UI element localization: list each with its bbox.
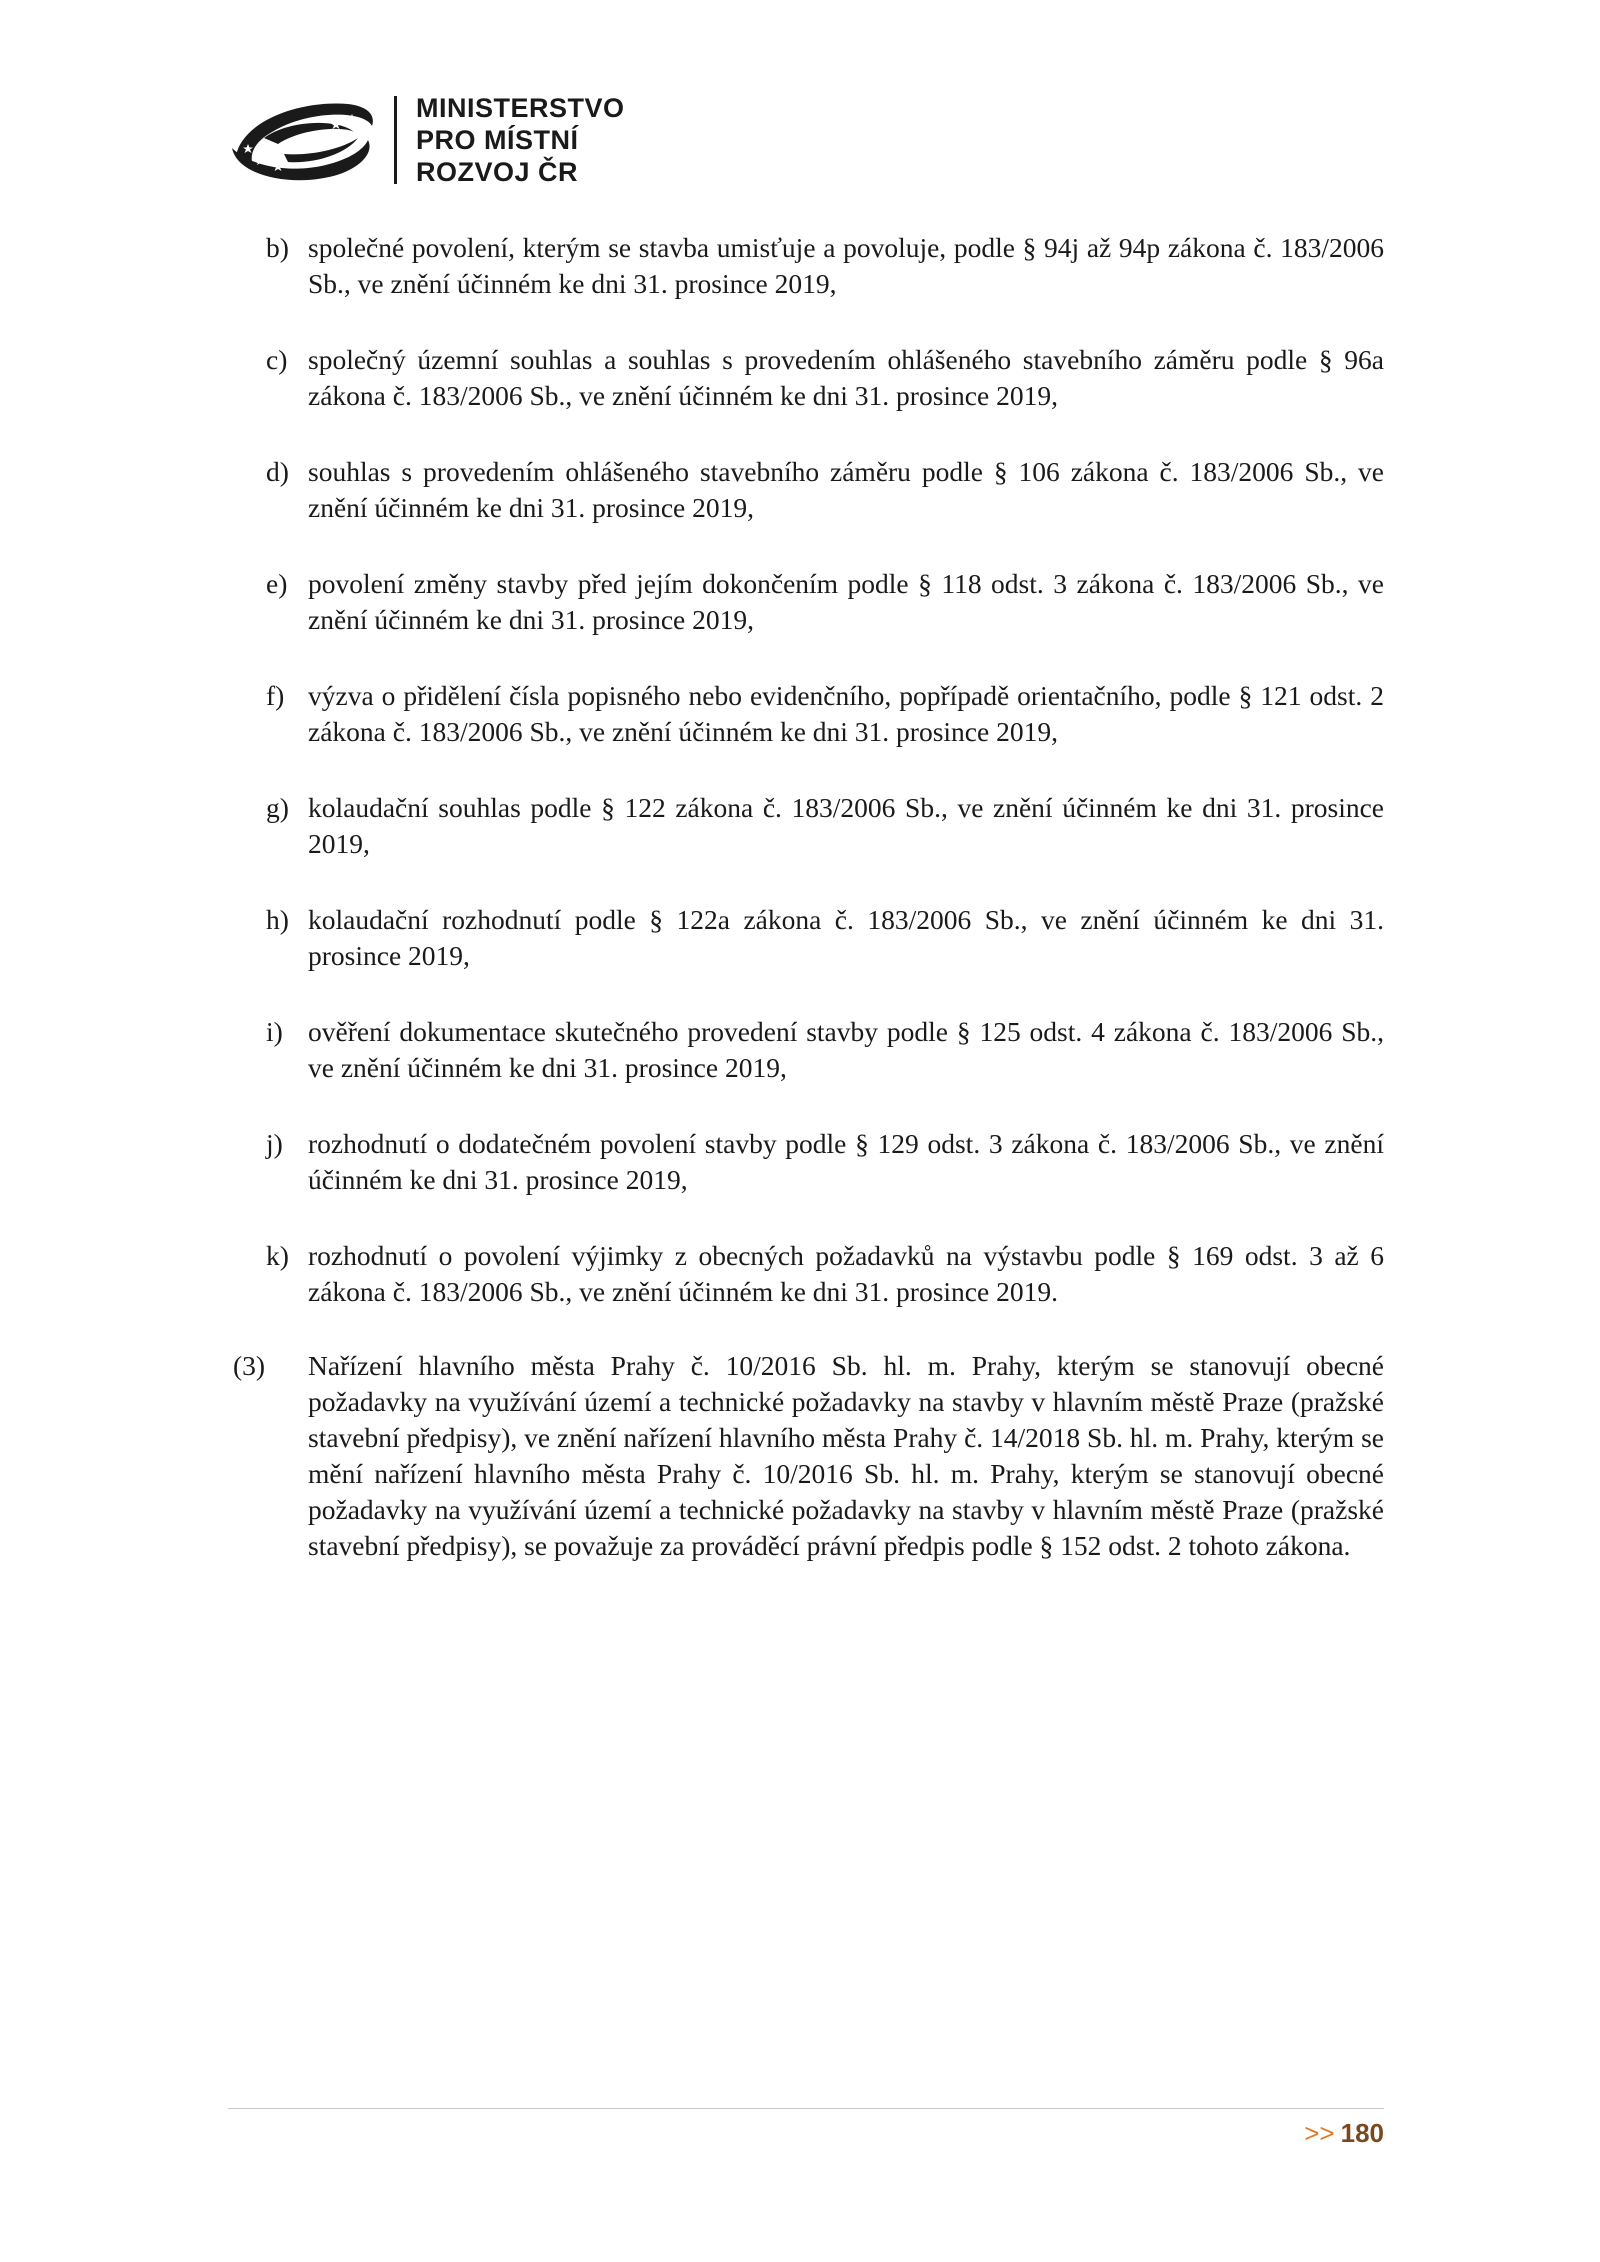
ministry-logo xyxy=(228,92,638,192)
ministry-name xyxy=(416,92,625,188)
list-item-text: povolení změny stavby před jejím dokončením podle § 118 odst. 3 zákona č. 183/2006 Sb., ve znění účinném ke dni 31. prosince 2019, xyxy=(308,568,1384,635)
list-item-marker: k) xyxy=(266,1240,289,1271)
list-item xyxy=(228,790,1384,862)
ministry-name-line: ROZVOJ ČR xyxy=(416,157,579,187)
list-item-marker: b) xyxy=(266,232,289,263)
list-item xyxy=(228,1014,1384,1086)
list-item-text: společné povolení, kterým se stavba umisťuje a povoluje, podle § 94j až 94p zákona č. 183/2006 Sb., ve znění účinném ke dni 31. prosince 2019, xyxy=(308,232,1384,299)
page-number-value: 180 xyxy=(1340,2118,1384,2148)
list-item xyxy=(228,1238,1384,1310)
list-item-marker: h) xyxy=(266,904,289,935)
paragraph-marker: (3) xyxy=(233,1350,266,1381)
list-item-text: kolaudační rozhodnutí podle § 122a zákona č. 183/2006 Sb., ve znění účinném ke dni 31. prosince 2019, xyxy=(308,904,1384,971)
list-item-text: společný územní souhlas a souhlas s provedením ohlášeného stavebního záměru podle § 96a zákona č. 183/2006 Sb., ve znění účinném ke dni 31. prosince 2019, xyxy=(308,344,1384,411)
list-item xyxy=(228,342,1384,414)
document-body xyxy=(228,230,1384,1564)
ministry-emblem-icon xyxy=(228,92,378,192)
list-item-text: rozhodnutí o dodatečném povolení stavby podle § 129 odst. 3 zákona č. 183/2006 Sb., ve znění účinném ke dni 31. prosince 2019, xyxy=(308,1128,1384,1195)
page-number xyxy=(1304,2118,1384,2149)
list-item-marker: i) xyxy=(266,1016,283,1047)
paragraph-text: Nařízení hlavního města Prahy č. 10/2016 Sb. hl. m. Prahy, kterým se stanovují obecné požadavky na využívání území a technické požadavky na stavby v hlavním městě Praze (pražské stavební předpisy), ve znění nařízení hlavního města Prahy č. 14/2018 Sb. hl. m. Prahy, kterým se mění nařízení hlavního města Prahy č. 10/2016 Sb. hl. m. Prahy, kterým se stanovují obecné požadavky na využívání území a technické požadavky na stavby v hlavním městě Praze (pražské stavební předpisy), se považuje za prováděcí právní předpis podle § 152 odst. 2 tohoto zákona. xyxy=(308,1350,1384,1561)
list-item xyxy=(228,1126,1384,1198)
list-item xyxy=(228,678,1384,750)
ministry-name-line: PRO MÍSTNÍ xyxy=(416,125,579,155)
paragraph-3 xyxy=(228,1348,1384,1564)
list-item-marker: j) xyxy=(266,1128,283,1159)
list-item-text: výzva o přidělení čísla popisného nebo evidenčního, popřípadě orientačního, podle § 121 odst. 2 zákona č. 183/2006 Sb., ve znění účinném ke dni 31. prosince 2019, xyxy=(308,680,1384,747)
list-item xyxy=(228,566,1384,638)
list-item-text: kolaudační souhlas podle § 122 zákona č. 183/2006 Sb., ve znění účinném ke dni 31. prosince 2019, xyxy=(308,792,1384,859)
list-item-marker: g) xyxy=(266,792,289,823)
list-item xyxy=(228,230,1384,302)
page-arrows-icon: >> xyxy=(1304,2118,1335,2148)
list-item-marker: d) xyxy=(266,456,289,487)
list-item-marker: f) xyxy=(266,680,285,711)
list-item-marker: c) xyxy=(266,344,288,375)
list-item xyxy=(228,454,1384,526)
list-item-text: rozhodnutí o povolení výjimky z obecných požadavků na výstavbu podle § 169 odst. 3 až 6 zákona č. 183/2006 Sb., ve znění účinném ke dni 31. prosince 2019. xyxy=(308,1240,1384,1307)
list-item-text: ověření dokumentace skutečného provedení stavby podle § 125 odst. 4 zákona č. 183/2006 Sb., ve znění účinném ke dni 31. prosince 2019, xyxy=(308,1016,1384,1083)
footer-divider xyxy=(228,2108,1384,2109)
ministry-name-line: MINISTERSTVO xyxy=(416,93,625,123)
list-item-marker: e) xyxy=(266,568,288,599)
list-item xyxy=(228,902,1384,974)
list-item-text: souhlas s provedením ohlášeného stavebního záměru podle § 106 zákona č. 183/2006 Sb., ve znění účinném ke dni 31. prosince 2019, xyxy=(308,456,1384,523)
logo-divider xyxy=(394,96,397,184)
